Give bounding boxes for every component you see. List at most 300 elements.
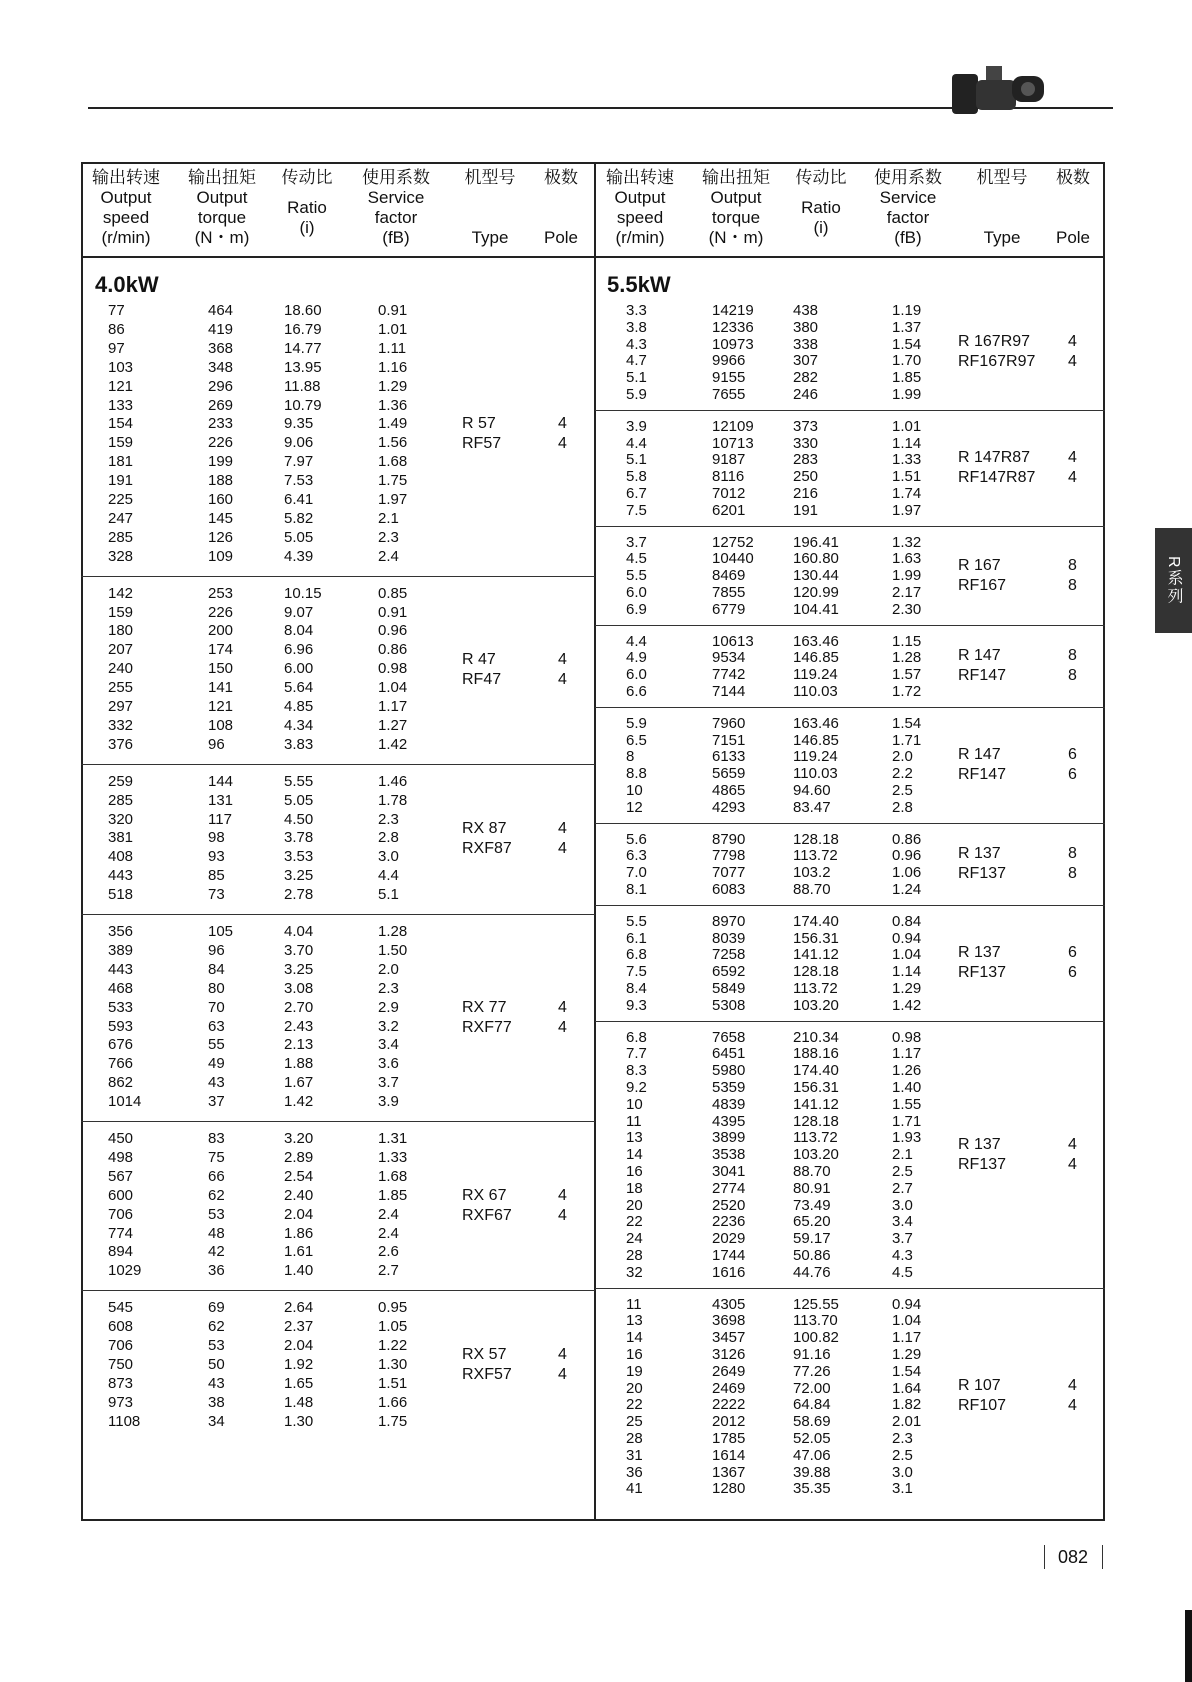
left-pole-label: 4 [558,650,567,668]
left-cell: 160 [208,491,234,508]
right-cell: 2.7 [892,1179,913,1197]
right-cell: 14219 [712,302,754,319]
right-cell: 5.8 [626,468,647,486]
left-cell: 5.05 [284,528,314,546]
left-cell: 131 [208,791,234,809]
right-cell: 12752 [712,533,754,551]
left-cell: 1.68 [378,1167,408,1185]
right-cell: 6.5 [626,731,647,749]
right-cell: 6.0 [626,666,647,684]
right-cell: 6.8 [626,1028,647,1046]
left-group-divider [81,1290,595,1291]
right-cell: 8790 [712,830,746,848]
left-cell: 443 [108,960,134,978]
left-cell: 368 [208,339,234,357]
right-cell: 104.41 [793,600,839,618]
right-cell: 18 [626,1179,643,1197]
right-cell: 1.28 [892,649,922,667]
left-group-divider [81,764,595,765]
right-pole-label: 4 [1068,449,1077,467]
right-cell: 6201 [712,501,746,519]
left-pole-label: 4 [558,1206,567,1224]
right-group-divider [595,410,1105,411]
left-cell: 676 [108,1036,134,1054]
right-cell: 1.71 [892,731,922,749]
right-cell: 1.37 [892,318,922,336]
right-cell: 7.0 [626,864,647,882]
left-cell: 1.86 [284,1224,314,1242]
right-type-label: R 147 [958,647,1001,665]
left-cell: 296 [208,377,234,395]
left-cell: 144 [208,772,234,790]
right-cell: 103.20 [793,996,839,1014]
left-cell: 450 [108,1130,134,1147]
header-cn: 输出转速 [606,168,674,187]
right-cell: 216 [793,485,819,502]
right-cell: 3457 [712,1329,746,1347]
right-cell: 113.72 [793,847,838,865]
left-cell: 2.4 [378,1224,399,1242]
left-cell: 1.31 [378,1130,408,1147]
right-cell: 8469 [712,567,746,585]
left-cell: 53 [208,1337,225,1354]
left-cell: 11.88 [284,377,321,395]
header-en: (r/min) [101,228,151,247]
right-cell: 13 [626,1129,643,1147]
left-cell: 873 [108,1374,134,1392]
left-cell: 18.60 [284,302,322,319]
right-cell: 5.1 [626,369,647,387]
left-type-label: RXF67 [462,1206,512,1224]
gear-motor-icon [948,60,1048,118]
header-cn: 机型号 [976,168,1028,187]
left-cell: 9.06 [284,434,314,452]
left-cell: 2.64 [284,1299,314,1317]
right-cell: 8.3 [626,1062,647,1080]
right-cell: 5308 [712,996,746,1014]
right-cell: 10713 [712,434,754,452]
right-cell: 9187 [712,451,746,469]
left-cell: 1.22 [378,1337,408,1354]
right-cell: 1.01 [892,417,922,435]
right-cell: 6592 [712,963,746,981]
left-cell: 86 [108,320,125,338]
left-cell: 1.48 [284,1393,314,1411]
left-cell: 750 [108,1355,134,1373]
left-power-label: 4.0kW [95,272,159,297]
left-cell: 3.83 [284,735,314,753]
right-pole-label: 8 [1068,865,1077,883]
left-cell: 443 [108,867,134,885]
right-cell: 128.18 [793,830,839,848]
right-cell: 36 [626,1463,643,1481]
left-cell: 37 [208,1093,225,1111]
left-cell: 259 [108,772,134,790]
left-cell: 285 [108,528,134,546]
right-cell: 6133 [712,748,746,766]
left-pole-label: 4 [558,998,567,1016]
right-cell: 9966 [712,352,746,370]
right-cell: 246 [793,386,819,403]
left-cell: 1.97 [378,491,408,508]
left-cell: 545 [108,1299,134,1317]
left-cell: 1.50 [378,941,408,959]
left-cell: 1.67 [284,1074,314,1092]
left-type-label: R 57 [462,415,496,433]
right-cell: 10613 [712,632,754,650]
left-cell: 567 [108,1167,134,1185]
right-cell: 1.14 [892,434,922,452]
left-cell: 3.08 [284,979,314,997]
right-pole-label: 6 [1068,944,1077,962]
left-cell: 0.85 [378,584,408,602]
left-cell: 1014 [108,1093,142,1111]
right-cell: 2.01 [892,1413,922,1431]
left-cell: 4.34 [284,716,314,734]
right-cell: 1.70 [892,352,922,370]
right-cell: 5.6 [626,830,647,848]
left-cell: 226 [208,603,234,621]
left-type-label: RF47 [462,670,502,688]
right-cell: 8.8 [626,765,647,783]
right-cell: 103.2 [793,864,831,882]
left-pole-label: 4 [558,415,567,433]
left-cell: 103 [108,358,134,376]
left-cell: 419 [208,320,234,338]
right-header-col-0 [595,162,685,258]
right-power-label: 5.5kW [607,272,671,297]
right-cell: 9.3 [626,996,647,1014]
header-en: torque [711,208,761,227]
right-cell: 12336 [712,318,754,336]
left-group-divider [81,1121,595,1122]
left-cell: 96 [208,941,225,959]
right-pole-label: 8 [1068,556,1077,574]
right-cell: 141.12 [793,946,839,964]
right-cell: 22 [626,1396,643,1414]
left-cell: 2.40 [284,1186,314,1204]
right-cell: 0.98 [892,1028,922,1046]
left-cell: 1.75 [378,472,408,490]
right-header-col-2 [776,162,866,258]
left-cell: 253 [208,584,234,602]
header-en: Service [367,188,425,207]
left-cell: 108 [208,716,234,734]
left-cell: 3.78 [284,829,314,847]
right-cell: 5.5 [626,567,647,585]
right-cell: 10440 [712,550,754,568]
left-cell: 1.68 [378,453,408,471]
left-cell: 62 [208,1186,225,1204]
right-cell: 100.82 [793,1329,839,1347]
right-cell: 31 [626,1446,643,1464]
right-cell: 47.06 [793,1446,831,1464]
right-cell: 5359 [712,1079,746,1096]
left-cell: 240 [108,660,134,678]
left-cell: 2.3 [378,528,399,546]
left-type-label: RX 57 [462,1346,507,1364]
right-cell: 210.34 [793,1028,839,1046]
right-cell: 13 [626,1312,643,1330]
left-cell: 121 [108,377,134,395]
left-cell: 2.54 [284,1167,314,1185]
right-cell: 7151 [712,731,746,749]
left-cell: 16.79 [284,320,322,338]
header-en: Output [196,188,248,207]
left-cell: 10.79 [284,396,322,414]
left-cell: 2.7 [378,1262,399,1280]
left-cell: 66 [208,1167,225,1185]
right-cell: 128.18 [793,1112,839,1130]
right-cell: 22 [626,1213,643,1231]
left-cell: 233 [208,415,234,433]
left-cell: 1.92 [284,1355,314,1373]
right-pole-label: 8 [1068,576,1077,594]
left-cell: 5.05 [284,791,314,809]
left-group-divider [81,576,595,577]
left-type-label: RX 67 [462,1186,507,1204]
edge-mark [1185,1610,1192,1682]
left-cell: 5.82 [284,509,314,527]
left-pole-label: 4 [558,670,567,688]
right-cell: 2236 [712,1213,746,1231]
right-cell: 6779 [712,600,746,618]
left-cell: 2.4 [378,547,399,565]
right-cell: 128.18 [793,963,839,981]
header-en: Type [471,228,509,247]
right-cell: 196.41 [793,533,839,551]
right-cell: 5849 [712,980,746,997]
left-cell: 518 [108,886,134,904]
left-cell: 2.0 [378,960,399,978]
left-cell: 0.86 [378,641,408,659]
right-cell: 330 [793,434,819,452]
right-cell: 35.35 [793,1480,831,1498]
left-cell: 43 [208,1374,225,1392]
left-cell: 2.3 [378,810,399,828]
left-cell: 36 [208,1262,225,1280]
left-cell: 180 [108,622,134,640]
right-cell: 3.1 [892,1480,913,1498]
header-en: Type [983,228,1021,247]
right-cell: 119.24 [793,666,838,684]
left-cell: 1.49 [378,415,408,433]
right-cell: 44.76 [793,1263,831,1281]
right-cell: 1.04 [892,946,922,964]
right-cell: 12 [626,798,643,816]
left-cell: 13.95 [284,358,322,376]
right-cell: 4395 [712,1112,746,1130]
left-cell: 2.78 [284,886,314,904]
right-cell: 7960 [712,714,746,732]
right-cell: 130.44 [793,567,839,585]
header-en: factor [374,208,418,227]
left-cell: 5.64 [284,679,314,697]
right-cell: 1.71 [892,1112,922,1130]
header-en: Pole [543,228,579,247]
right-cell: 146.85 [793,731,839,749]
right-cell: 3041 [712,1163,746,1180]
right-cell: 41 [626,1480,643,1498]
right-cell: 10 [626,1095,643,1113]
header-en: speed [102,208,150,227]
right-cell: 156.31 [793,1079,839,1096]
left-cell: 226 [208,434,234,452]
left-cell: 1.40 [284,1262,314,1280]
right-cell: 7.7 [626,1045,647,1063]
right-cell: 1.15 [892,632,922,650]
right-cell: 8039 [712,929,746,947]
left-header-col-5 [516,162,606,258]
right-cell: 2649 [712,1362,746,1380]
right-type-label: R 167 [958,556,1001,574]
left-cell: 348 [208,358,234,376]
left-cell: 1.36 [378,396,408,414]
right-cell: 1.26 [892,1062,922,1080]
header-en: Pole [1055,228,1091,247]
right-cell: 1.33 [892,451,922,469]
header-cn: 传动比 [281,168,333,187]
left-cell: 3.2 [378,1017,399,1035]
header-en: speed [616,208,664,227]
left-cell: 4.4 [378,867,399,885]
right-cell: 110.03 [793,765,838,783]
right-cell: 72.00 [793,1379,831,1397]
left-cell: 706 [108,1337,134,1354]
right-cell: 7655 [712,386,746,403]
left-cell: 84 [208,960,225,978]
right-group-divider [595,905,1105,906]
right-cell: 110.03 [793,683,838,700]
left-cell: 1.29 [378,377,408,395]
right-cell: 50.86 [793,1247,831,1264]
page-number: 082 [1058,1547,1089,1567]
right-cell: 3.0 [892,1463,913,1481]
left-cell: 0.98 [378,660,408,678]
left-cell: 7.53 [284,472,314,490]
right-cell: 2520 [712,1196,746,1214]
left-cell: 320 [108,810,134,828]
left-cell: 862 [108,1074,134,1092]
right-cell: 6.8 [626,946,647,964]
right-cell: 2012 [712,1413,746,1431]
right-cell: 14 [626,1146,643,1164]
right-type-label: R 107 [958,1377,1001,1395]
right-cell: 438 [793,302,819,319]
left-cell: 133 [108,396,134,414]
left-cell: 9.35 [284,415,314,433]
left-cell: 4.04 [284,923,314,940]
right-cell: 9534 [712,649,746,667]
right-cell: 5.9 [626,714,647,732]
right-cell: 8.1 [626,881,647,898]
left-type-label: RF57 [462,435,502,453]
right-cell: 80.91 [793,1179,831,1197]
header-en: Service [879,188,937,207]
right-cell: 7077 [712,864,746,882]
right-header-col-3 [863,162,953,258]
right-group-divider [595,823,1105,824]
left-cell: 2.6 [378,1243,399,1261]
left-cell: 269 [208,396,234,414]
right-cell: 77.26 [793,1362,831,1380]
left-cell: 181 [108,453,134,471]
left-header-col-3 [351,162,441,258]
right-cell: 3.7 [626,533,647,551]
right-cell: 2.0 [892,748,913,766]
left-cell: 0.95 [378,1299,408,1317]
right-cell: 1.32 [892,533,922,551]
left-cell: 207 [108,641,134,659]
right-cell: 6451 [712,1045,746,1063]
left-pole-label: 4 [558,1366,567,1384]
right-cell: 1744 [712,1247,746,1264]
left-cell: 7.97 [284,453,314,471]
series-side-tab: R系列 [1155,528,1192,633]
left-cell: 332 [108,716,134,734]
right-cell: 1.57 [892,666,922,684]
right-cell: 3698 [712,1312,746,1330]
right-cell: 4293 [712,798,746,816]
left-cell: 608 [108,1318,134,1336]
right-cell: 1.93 [892,1129,922,1147]
right-pole-label: 4 [1068,1155,1077,1173]
left-header-col-2 [262,162,352,258]
right-cell: 7742 [712,666,746,684]
header-cn: 使用系数 [874,168,942,187]
right-type-label: RF147R87 [958,469,1036,487]
left-cell: 142 [108,584,134,602]
right-cell: 5.9 [626,386,647,403]
left-cell: 1.75 [378,1412,408,1430]
header-en: Ratio [801,198,841,217]
left-cell: 3.53 [284,848,314,866]
left-cell: 48 [208,1224,225,1242]
right-pole-label: 4 [1068,353,1077,371]
right-cell: 2.30 [892,600,922,618]
left-cell: 766 [108,1055,134,1073]
right-cell: 6.7 [626,485,647,502]
left-cell: 69 [208,1299,225,1317]
spec-table-frame [81,162,1105,1521]
left-cell: 98 [208,829,225,847]
header-cn: 输出扭矩 [702,168,770,187]
left-cell: 145 [208,509,234,527]
right-cell: 19 [626,1362,643,1380]
right-group-divider [595,707,1105,708]
right-cell: 9155 [712,369,746,387]
left-cell: 121 [208,698,234,715]
right-cell: 32 [626,1263,643,1281]
left-cell: 1108 [108,1412,141,1430]
left-cell: 774 [108,1224,134,1242]
right-cell: 3.3 [626,302,647,319]
right-cell: 10973 [712,335,754,353]
left-cell: 5.1 [378,886,399,904]
left-cell: 73 [208,886,225,904]
right-cell: 1.64 [892,1379,922,1397]
right-cell: 113.70 [793,1312,838,1330]
right-cell: 7798 [712,847,746,865]
right-cell: 4.4 [626,434,647,452]
right-cell: 6.6 [626,683,647,700]
right-cell: 7.5 [626,963,647,981]
right-cell: 1.99 [892,567,922,585]
right-cell: 1.40 [892,1079,922,1096]
left-cell: 0.96 [378,622,408,640]
right-cell: 1367 [712,1463,746,1481]
left-cell: 200 [208,622,234,640]
